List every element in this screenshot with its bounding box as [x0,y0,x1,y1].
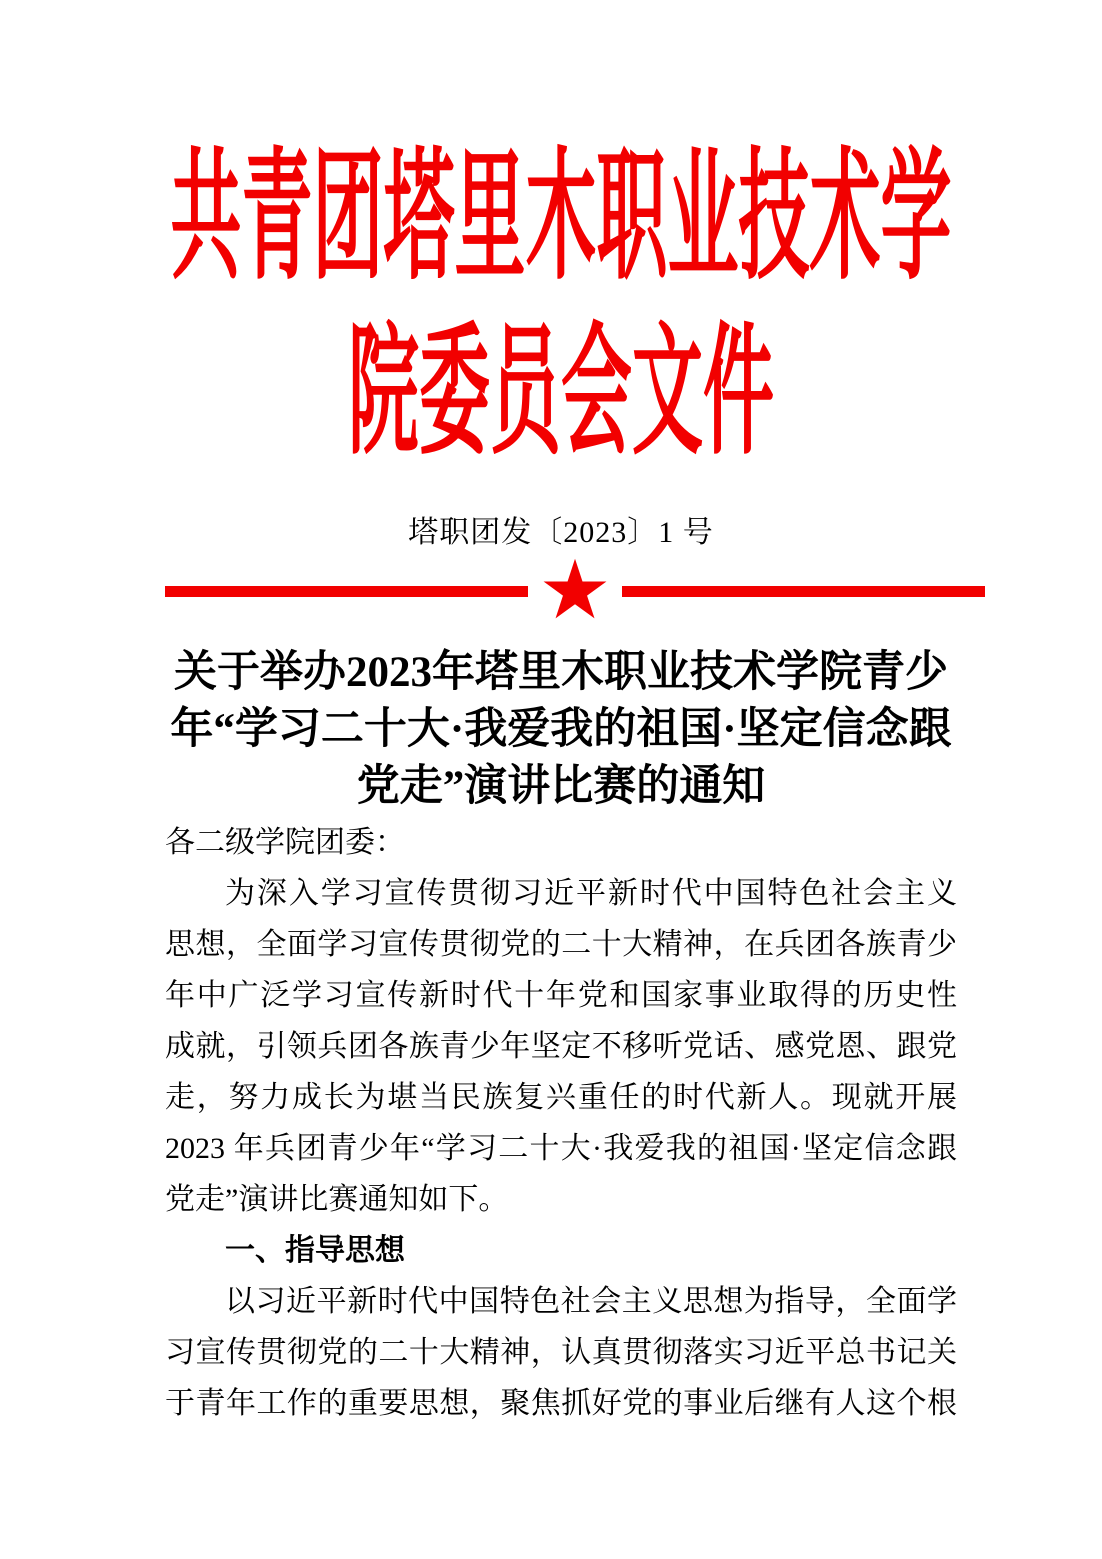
salutation: 各二级学院团委： [165,826,405,859]
paragraph2-line1: 以习近平新时代中国特色社会主义思想为指导，全面学 [225,1285,957,1318]
paragraph1-line3: 年中广泛学习宣传新时代十年党和国家事业取得的历史性 [165,979,957,1012]
paragraph1-line4: 成就，引领兵团各族青少年坚定不移听党话、感党恩、跟党 [165,1030,957,1063]
title-line-3: 党走”演讲比赛的通知 [356,763,766,810]
document-title [165,644,957,815]
title-line-2: 年“学习二十大·我爱我的祖国·坚定信念跟 [170,706,952,753]
red-star-icon: ★ [538,543,612,638]
document-body [165,817,957,1429]
paragraph1-line1: 为深入学习宣传贯彻习近平新时代中国特色社会主义 [225,877,957,910]
paragraph1-line2: 思想，全面学习宣传贯彻党的二十大精神，在兵团各族青少 [165,928,957,961]
masthead-text-1: 共青团塔里木职业技术学 [170,141,952,297]
divider-line-left [165,586,528,597]
paragraph1-line7: 党走”演讲比赛通知如下。 [165,1183,509,1216]
red-masthead [165,141,957,472]
masthead-line-2 [165,316,957,472]
title-line-1: 关于举办2023年塔里木职业技术学院青少 [174,649,948,696]
paragraph1-line6: 2023 年兵团青少年“学习二十大·我爱我的祖国·坚定信念跟 [165,1132,957,1165]
section-1-heading: 一、指导思想 [225,1234,405,1267]
paragraph2-line2: 习宣传贯彻党的二十大精神，认真贯彻落实习近平总书记关 [165,1336,957,1369]
red-divider [165,543,985,638]
divider-line-right [622,586,985,597]
masthead-line-1 [165,141,957,297]
paragraph2-line3: 于青年工作的重要思想，聚焦抓好党的事业后继有人这个根 [165,1387,957,1420]
masthead-text-2: 院委员会文件 [347,316,774,472]
paragraph1-line5: 走，努力成长为堪当民族复兴重任的时代新人。现就开展 [165,1081,957,1114]
document-number: 塔职团发〔2023〕1 号 [408,516,714,549]
